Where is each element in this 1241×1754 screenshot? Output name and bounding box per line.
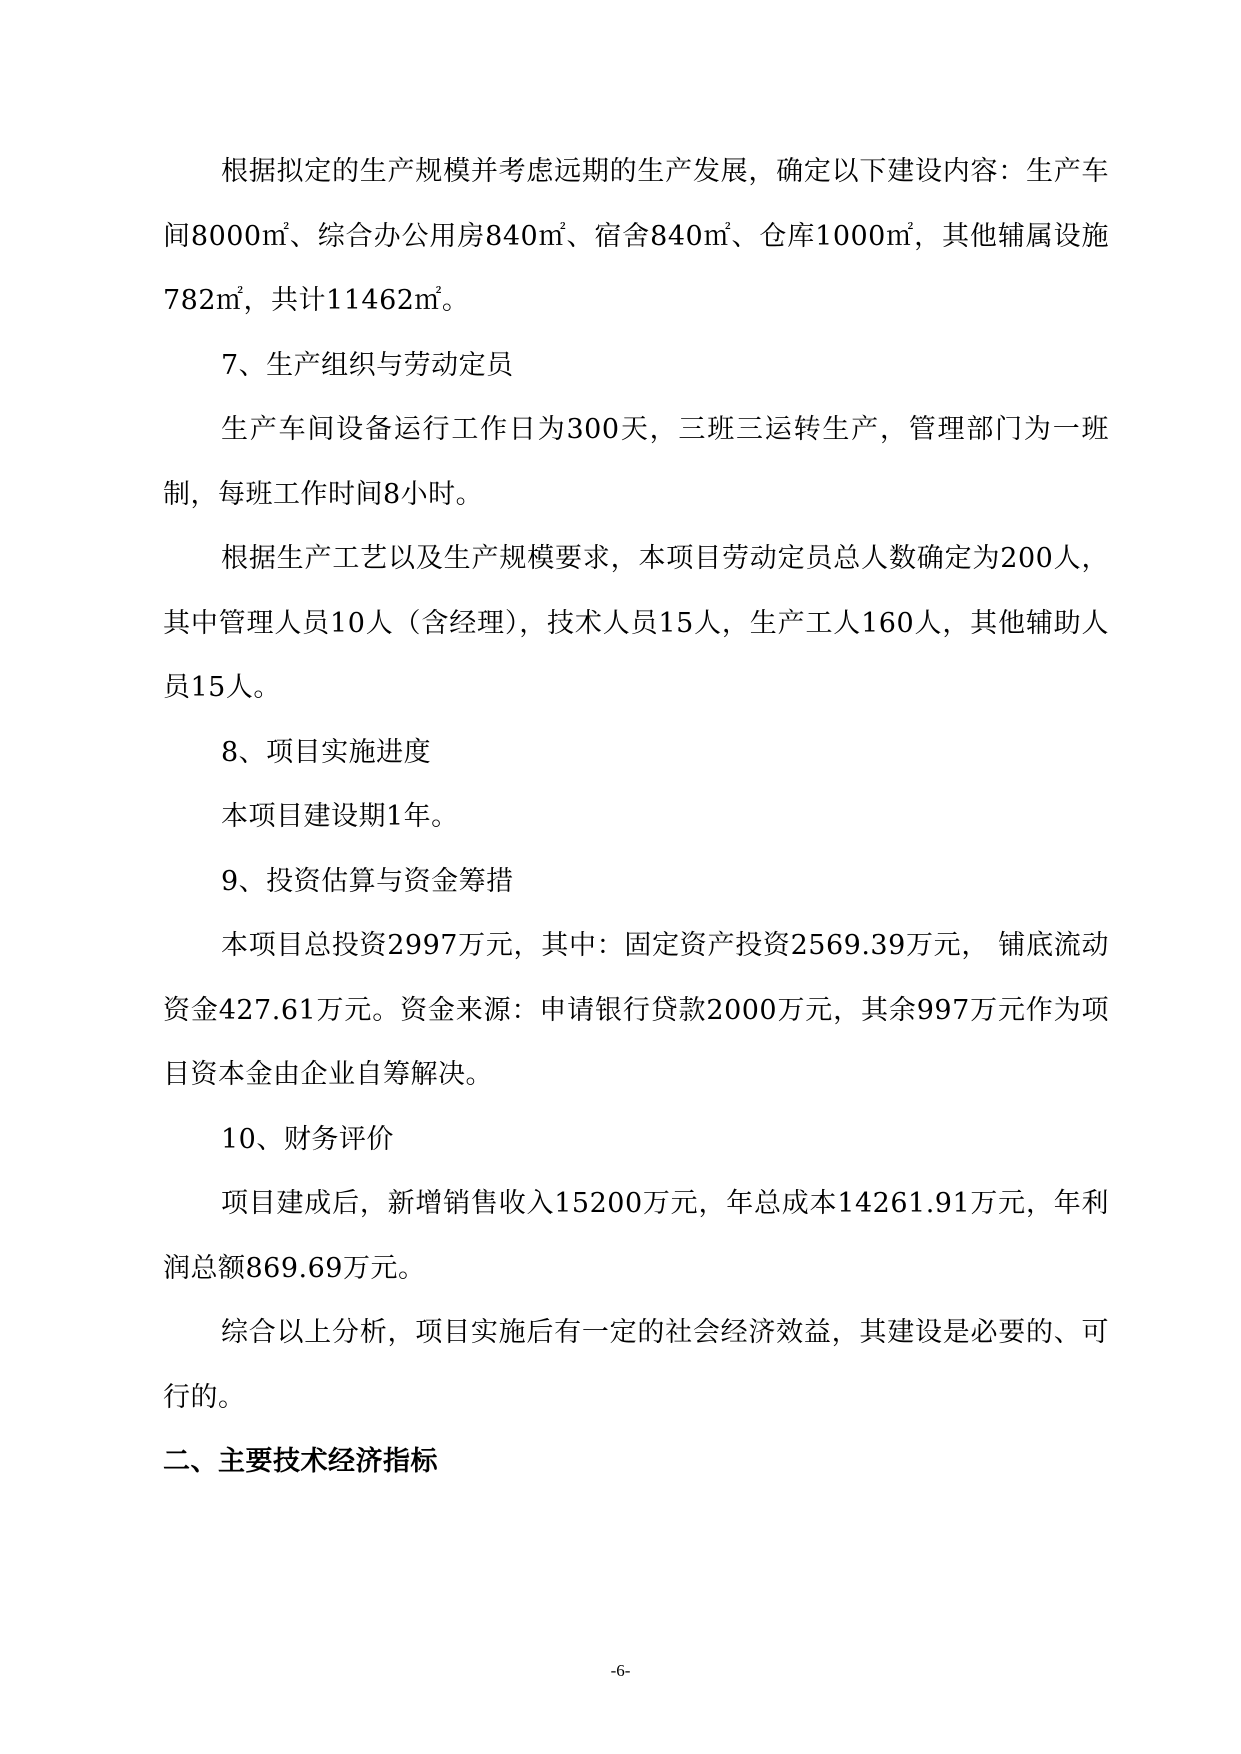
paragraph-conclusion: 综合以上分析，项目实施后有一定的社会经济效益，其建设是必要的、可行的。 <box>163 1317 1109 1413</box>
page-number: -6- <box>610 1661 631 1680</box>
paragraph-investment: 本项目总投资2997万元，其中：固定资产投资2569.39万元， 铺底流动资金427.61万元。资金来源：申请银行贷款2000万元，其余997万元作为项目资本金由企业自筹解决。 <box>163 930 1109 1090</box>
heading-implementation-schedule: 8、项目实施进度 <box>221 736 432 768</box>
paragraph-construction-content: 根据拟定的生产规模并考虑远期的生产发展，确定以下建设内容：生产车间8000㎡、综合办公用房840㎡、宿舍840㎡、仓库1000㎡，其他辅属设施782㎡，共计11462㎡。 <box>163 156 1109 316</box>
paragraph-work-schedule: 生产车间设备运行工作日为300天，三班三运转生产，管理部门为一班制，每班工作时间8小时。 <box>163 414 1109 510</box>
paragraph-construction-period: 本项目建设期1年。 <box>221 801 459 832</box>
heading-financial-evaluation: 10、财务评价 <box>221 1123 394 1155</box>
heading-labor-organization: 7、生产组织与劳动定员 <box>221 349 514 381</box>
heading-investment-financing: 9、投资估算与资金筹措 <box>221 865 514 897</box>
paragraph-staffing: 根据生产工艺以及生产规模要求，本项目劳动定员总人数确定为200人，其中管理人员10人（含经理），技术人员15人，生产工人160人，其他辅助人员15人。 <box>163 543 1109 703</box>
section-title: 二、主要技术经济指标 <box>163 1446 438 1477</box>
document-body <box>163 140 1109 1495</box>
paragraph-financial-results: 项目建成后，新增销售收入15200万元，年总成本14261.91万元，年利润总额869.69万元。 <box>163 1188 1109 1284</box>
